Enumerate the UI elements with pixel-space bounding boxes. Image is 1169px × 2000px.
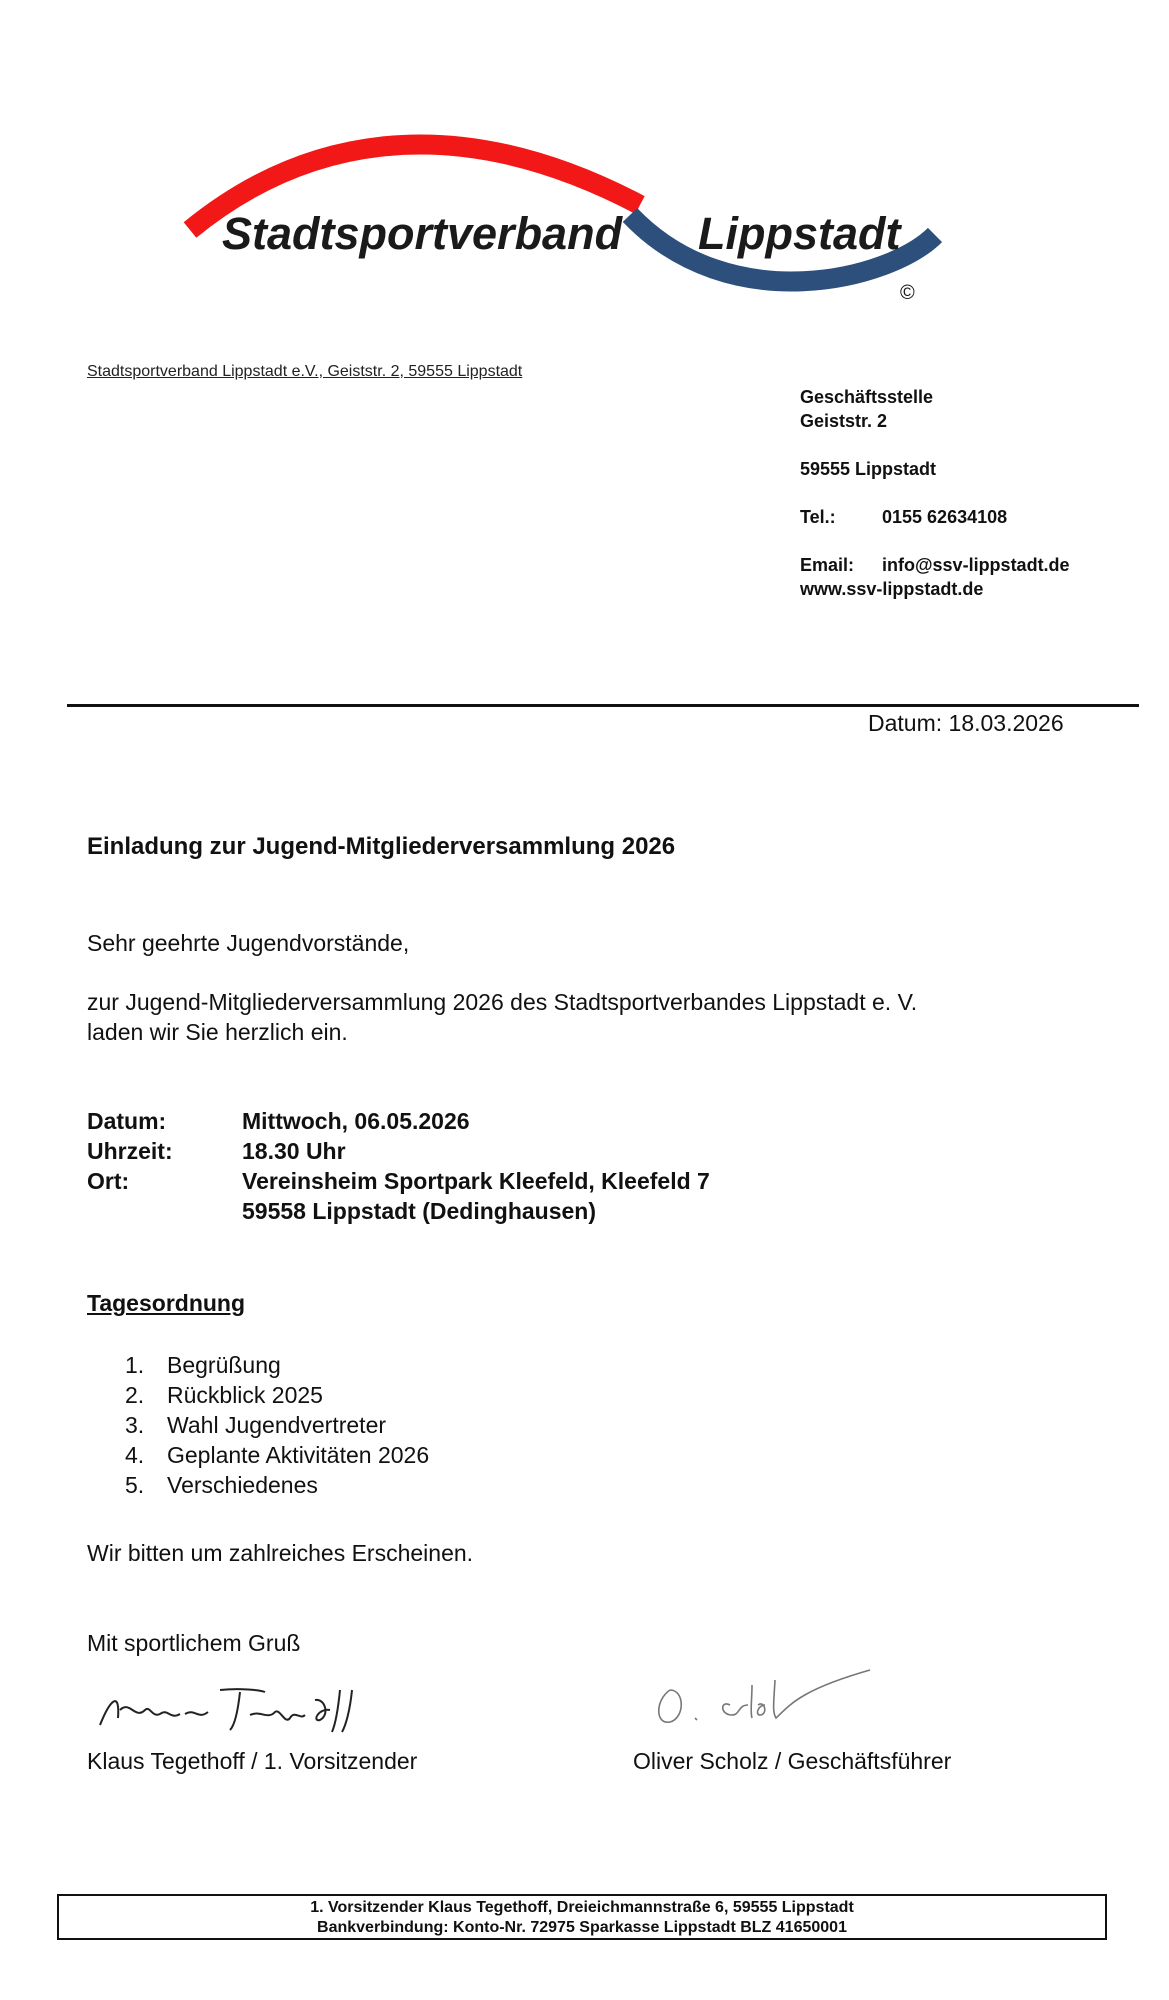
footer-line-2: Bankverbindung: Konto-Nr. 72975 Sparkasse Lippstadt BLZ 41650001 (317, 1919, 847, 1936)
letter-subject: Einladung zur Jugend-Mitgliederversammlung 2026 (87, 833, 676, 860)
signature-right (640, 1660, 880, 1730)
date-value: Mittwoch, 06.05.2026 (242, 1108, 470, 1134)
time-label: Uhrzeit: (87, 1138, 173, 1164)
phone-value: 0155 62634108 (882, 507, 1008, 527)
agenda-title: Tagesordnung (87, 1290, 246, 1316)
copyright-mark: © (900, 282, 915, 304)
footer-line-1: 1. Vorsitzender Klaus Tegethoff, Dreieichmannstraße 6, 59555 Lippstadt (310, 1899, 854, 1916)
list-item: 4. Geplante Aktivitäten 2026 (125, 1442, 430, 1468)
salutation: Sehr geehrte Jugendvorstände, (87, 930, 410, 956)
logo-text-left: Stadtsportverband (222, 208, 623, 259)
logo-text-right: Lippstadt (698, 208, 901, 259)
office-phone (800, 505, 1070, 529)
place-label: Ort: (87, 1168, 130, 1194)
sender-address-line: Stadtsportverband Lippstadt e.V., Geiststr. 2, 59555 Lippstadt (87, 363, 523, 380)
greeting: Mit sportlichem Gruß (87, 1630, 301, 1656)
intro-line-2: laden wir Sie herzlich ein. (87, 1019, 348, 1045)
list-item: 5. Verschiedenes (125, 1472, 318, 1498)
letter-date: Datum: 18.03.2026 (868, 710, 1064, 736)
office-street: Geiststr. 2 (800, 411, 888, 431)
signatory-right-name: Oliver Scholz / Geschäftsführer (633, 1748, 952, 1774)
date-label: Datum: (87, 1108, 167, 1134)
agenda-list (125, 1350, 429, 1500)
intro-line-1: zur Jugend-Mitgliederversammlung 2026 des Stadtsportverbandes Lippstadt e. V. (87, 989, 918, 1015)
office-web: www.ssv-lippstadt.de (800, 579, 984, 599)
footer-box (57, 1894, 1107, 1940)
email-value: info@ssv-lippstadt.de (882, 555, 1070, 575)
office-block (800, 385, 1070, 601)
list-item: 3. Wahl Jugendvertreter (125, 1412, 387, 1438)
list-item: 1. Begrüßung (125, 1352, 281, 1378)
office-city: 59555 Lippstadt (800, 459, 937, 479)
office-email (800, 553, 1070, 577)
closing-text: Wir bitten um zahlreiches Erscheinen. (87, 1540, 474, 1566)
phone-label: Tel.: (800, 507, 836, 527)
signatory-left-name: Klaus Tegethoff / 1. Vorsitzender (87, 1748, 418, 1774)
place-value-line-1: Vereinsheim Sportpark Kleefeld, Kleefeld 7 (242, 1168, 710, 1194)
time-value: 18.30 Uhr (242, 1138, 346, 1164)
meeting-details (87, 1106, 710, 1226)
office-title: Geschäftsstelle (800, 387, 934, 407)
email-label: Email: (800, 555, 855, 575)
list-item: 2. Rückblick 2025 (125, 1382, 323, 1408)
header-divider (67, 704, 1139, 707)
place-value-line-2: 59558 Lippstadt (Dedinghausen) (242, 1198, 597, 1224)
signature-left (90, 1670, 380, 1740)
